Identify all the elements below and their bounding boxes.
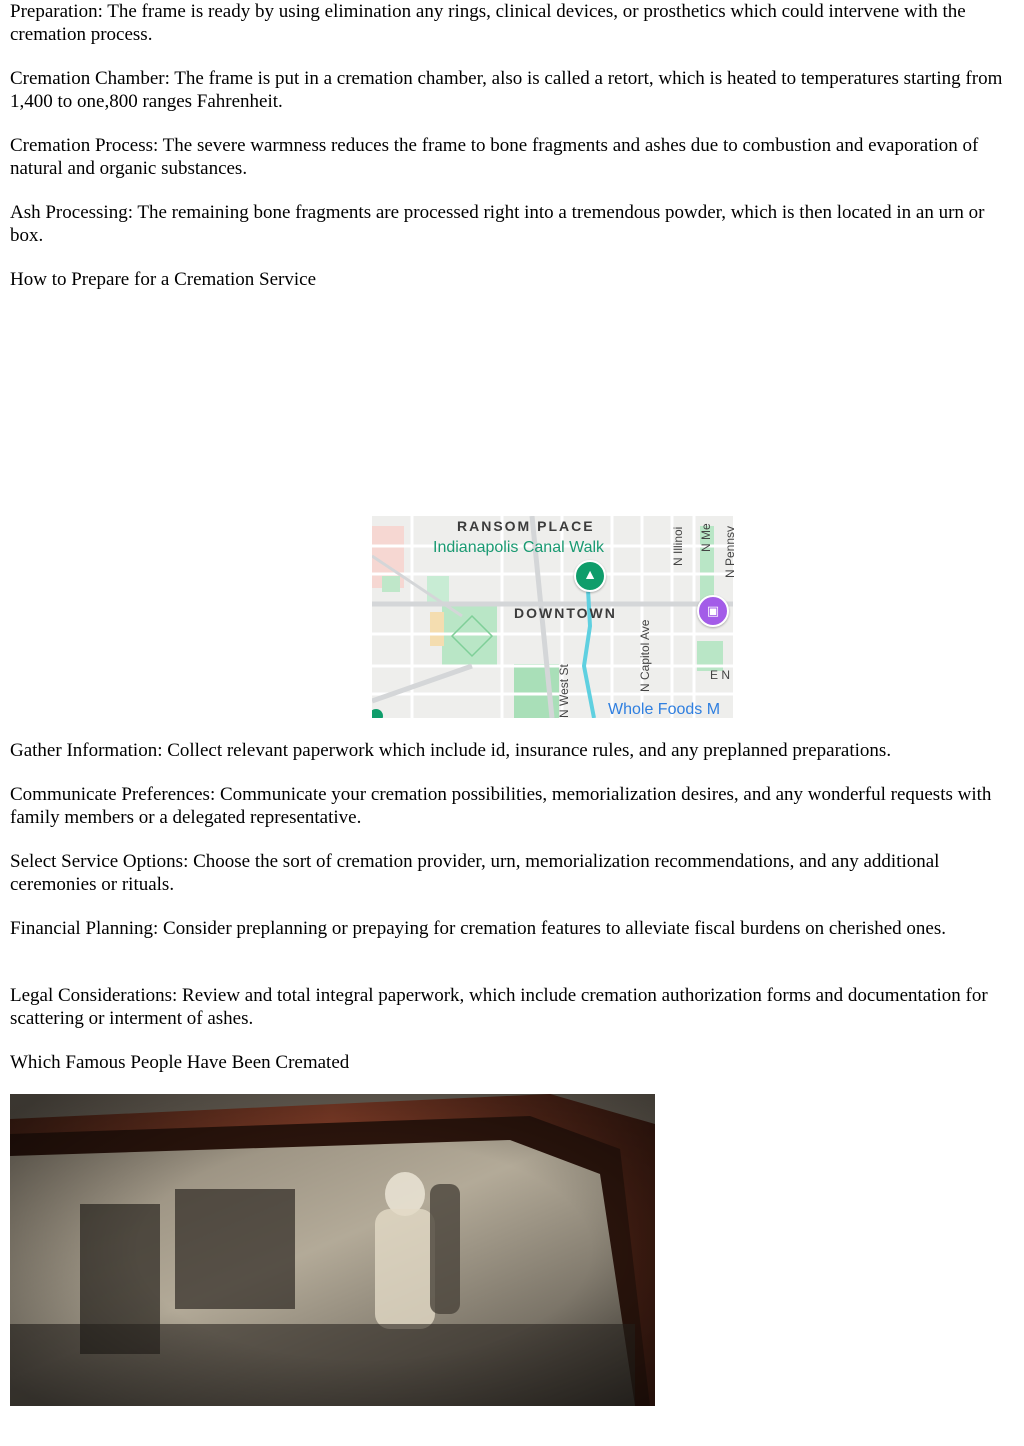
map-label-downtown: DOWNTOWN bbox=[514, 605, 617, 621]
map-label-e-n: E N bbox=[710, 668, 731, 682]
paragraph-cremation-process: Cremation Process: The severe warmness reduces the frame to bone fragments and ashes due to combustion and evaporation of natural and organic substances. bbox=[10, 135, 979, 179]
map-label-ransom-place: RANSOM PLACE bbox=[457, 518, 595, 534]
paragraph-ash-processing: Ash Processing: The remaining bone fragments are processed right into a tremendous powder, which is then located in an urn or box. bbox=[10, 202, 985, 246]
paragraph-legal-considerations: Legal Considerations: Review and total integral paperwork, which include cremation authorization forms and documentation for scattering or interment of ashes. bbox=[10, 985, 988, 1029]
map-label-pennsylvania: N Pennsv bbox=[723, 525, 737, 578]
paragraph-select-service-options: Select Service Options: Choose the sort of cremation provider, urn, memorialization recommendations, and any additional ceremonies or rituals. bbox=[10, 851, 940, 895]
heading-famous-people: Which Famous People Have Been Cremated bbox=[10, 1052, 350, 1073]
paragraph-financial-planning: Financial Planning: Consider preplanning or prepaying for cremation features to alleviate fiscal burdens on cherished ones. bbox=[10, 918, 946, 939]
paragraph-communicate-preferences: Communicate Preferences: Communicate your cremation possibilities, memorialization desires, and any wonderful requests with family members or a delegated representative. bbox=[10, 784, 992, 828]
map-label-illinois: N Illinoi bbox=[671, 526, 685, 566]
map-label-capitol-ave: N Capitol Ave bbox=[638, 619, 652, 692]
heading-how-to-prepare: How to Prepare for a Cremation Service bbox=[10, 269, 317, 290]
museum-pin-icon: ▣ bbox=[697, 595, 729, 627]
paragraph-preparation: Preparation: The frame is ready by using elimination any rings, clinical devices, or prosthetics which could intervene with the cremation process. bbox=[10, 1, 966, 45]
framed-photo-image bbox=[10, 1094, 655, 1406]
map-label-canal-walk: Indianapolis Canal Walk bbox=[433, 539, 605, 556]
paragraph-cremation-chamber: Cremation Chamber: The frame is put in a cremation chamber, also is called a retort, which is heated to temperatures starting from 1,400 to one,800 ranges Fahrenheit. bbox=[10, 68, 1003, 112]
tree-pin-icon: ▲ bbox=[574, 560, 606, 592]
map-label-west-st: N West St bbox=[557, 664, 571, 718]
map-label-whole-foods: Whole Foods M bbox=[608, 701, 721, 718]
framed-photo-drawing bbox=[10, 1094, 655, 1406]
paragraph-gather-information: Gather Information: Collect relevant paperwork which include id, insurance rules, and any preplanned preparations. bbox=[10, 740, 892, 761]
map-label-meridian: N Me bbox=[699, 523, 713, 552]
